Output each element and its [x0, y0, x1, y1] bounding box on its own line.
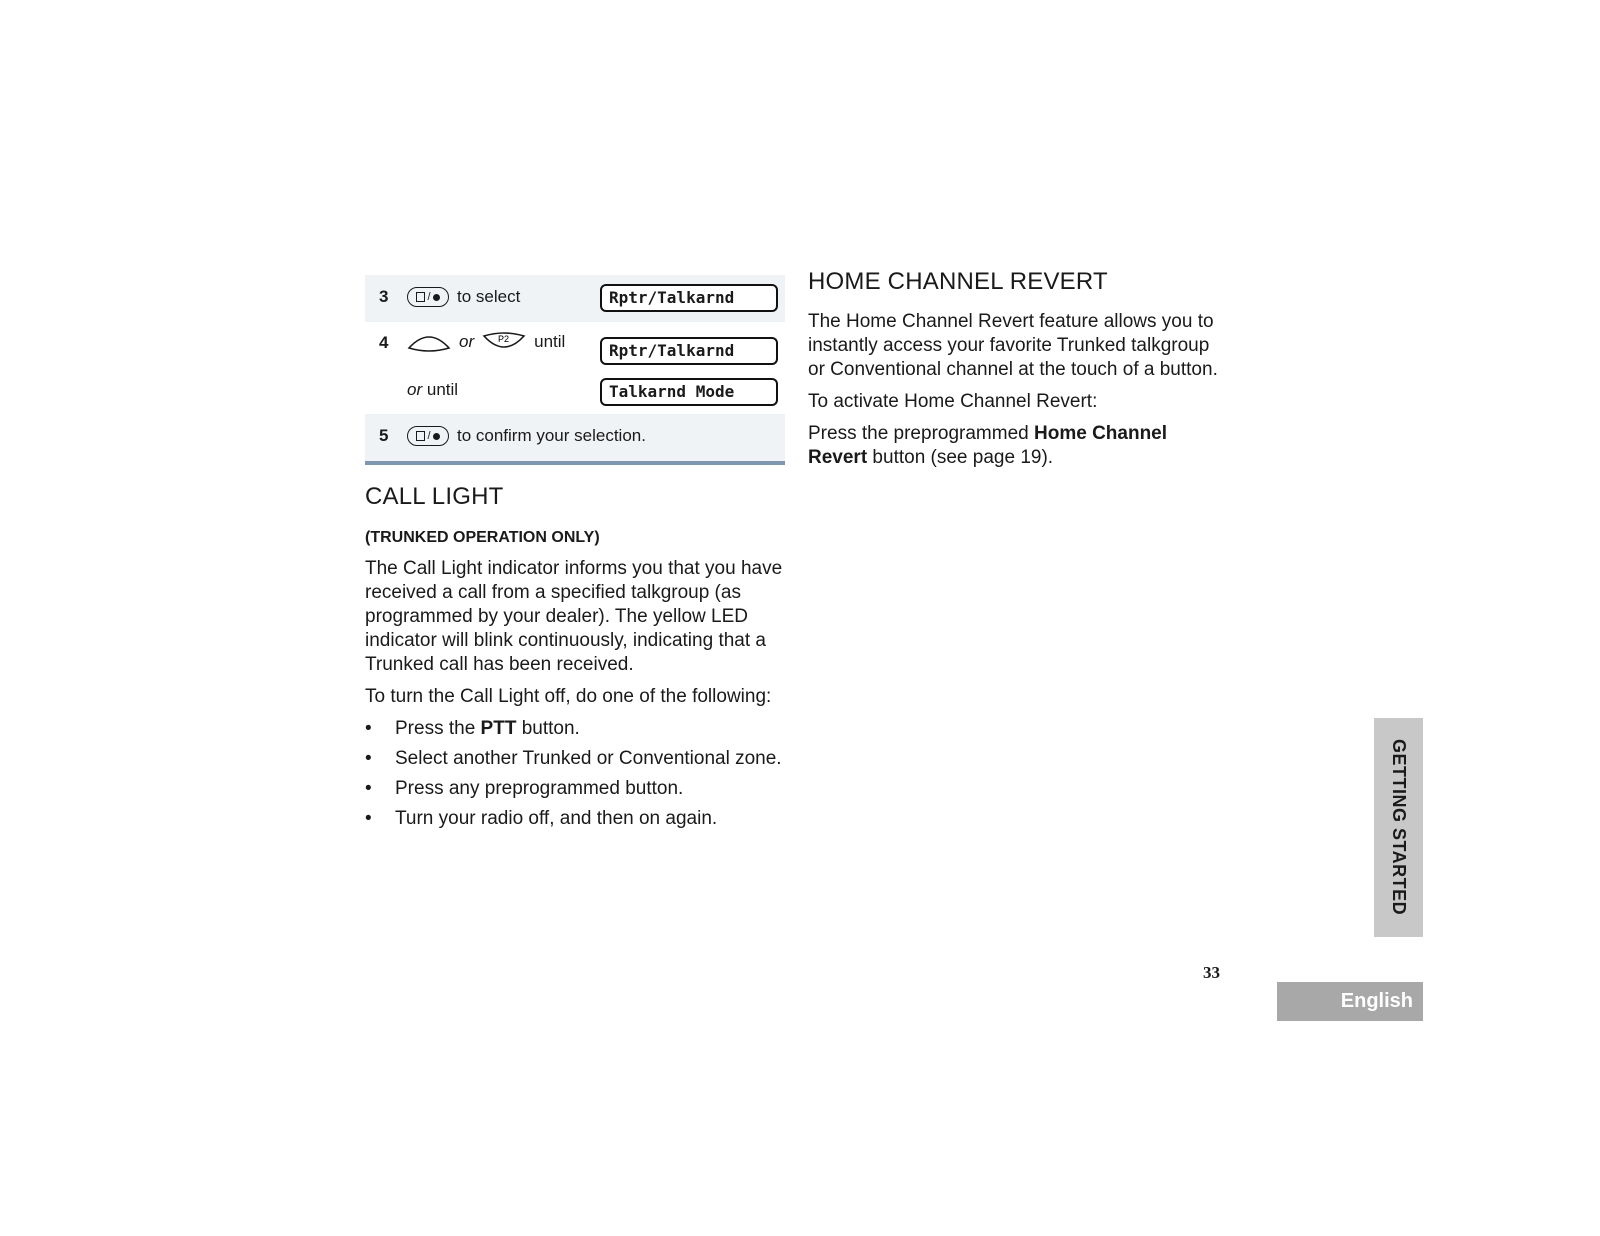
- step-table: [365, 275, 785, 465]
- right-column: [808, 268, 1228, 478]
- step-instruction-alt: [407, 380, 458, 400]
- home-channel-paragraph: [808, 422, 1228, 470]
- radio-display: Rptr/Talkarnd: [600, 337, 778, 365]
- step-number: 4: [379, 333, 389, 352]
- language-tab: English: [1277, 982, 1423, 1021]
- radio-display: Talkarnd Mode: [600, 378, 778, 406]
- list-item-text: button.: [516, 718, 580, 739]
- left-column: [365, 275, 785, 837]
- up-arrow-key-icon: [407, 330, 451, 354]
- call-light-subheading: (TRUNKED OPERATION ONLY): [365, 529, 600, 546]
- call-light-paragraph: The Call Light indicator informs you that you have received a call from a specified talkgroup (as programmed by your dealer). The yellow LED indicator will blink continuously, indicating that a Trunked call has been received.: [365, 558, 783, 675]
- or-text: or: [459, 332, 475, 351]
- menu-select-key-icon: /: [407, 426, 449, 446]
- list-item: • Select another Trunked or Conventional zone.: [365, 747, 785, 771]
- down-arrow-key-icon: [482, 330, 526, 354]
- step-instruction: [407, 330, 565, 354]
- list-item: • Turn your radio off, and then on again.: [365, 807, 785, 831]
- section-side-tab: [1374, 718, 1423, 937]
- until-text: until: [534, 332, 566, 351]
- menu-select-key-icon: /: [407, 287, 449, 307]
- step-number: 5: [379, 426, 389, 445]
- list-item: • Press any preprogrammed button.: [365, 777, 785, 801]
- home-channel-heading: HOME CHANNEL REVERT: [808, 268, 1108, 295]
- radio-display: Rptr/Talkarnd: [600, 284, 778, 312]
- paragraph-bold: Home Channel Revert: [808, 423, 1168, 468]
- call-light-paragraph: To turn the Call Light off, do one of the following:: [365, 686, 772, 707]
- list-item-text: Press the: [395, 718, 481, 739]
- home-channel-paragraph: The Home Channel Revert feature allows you to instantly access your favorite Trunked talkgroup or Conventional channel at the touch of a button.: [808, 311, 1218, 380]
- call-light-list: [365, 717, 785, 831]
- svg-text:P2: P2: [498, 334, 510, 344]
- list-item-bold: PTT: [480, 718, 517, 739]
- step-instruction: [407, 287, 520, 307]
- or-text: or: [407, 380, 423, 399]
- step-instruction: [407, 426, 646, 446]
- until-text: until: [426, 380, 459, 399]
- step-text: to select: [457, 287, 521, 306]
- step-number: 3: [379, 287, 389, 306]
- step-text: to confirm your selection.: [457, 426, 646, 445]
- section-side-tab-label: GETTING STARTED: [1389, 739, 1409, 916]
- paragraph-text: Press the preprogrammed: [808, 423, 1034, 444]
- paragraph-text: button (see page 19).: [867, 447, 1054, 468]
- call-light-heading: CALL LIGHT: [365, 483, 504, 510]
- step-row-3: [365, 275, 785, 322]
- step-row-4: [365, 322, 785, 414]
- list-item: [365, 717, 785, 741]
- page-number: 33: [1203, 963, 1220, 982]
- step-row-5: [365, 414, 785, 461]
- home-channel-paragraph: To activate Home Channel Revert:: [808, 391, 1098, 412]
